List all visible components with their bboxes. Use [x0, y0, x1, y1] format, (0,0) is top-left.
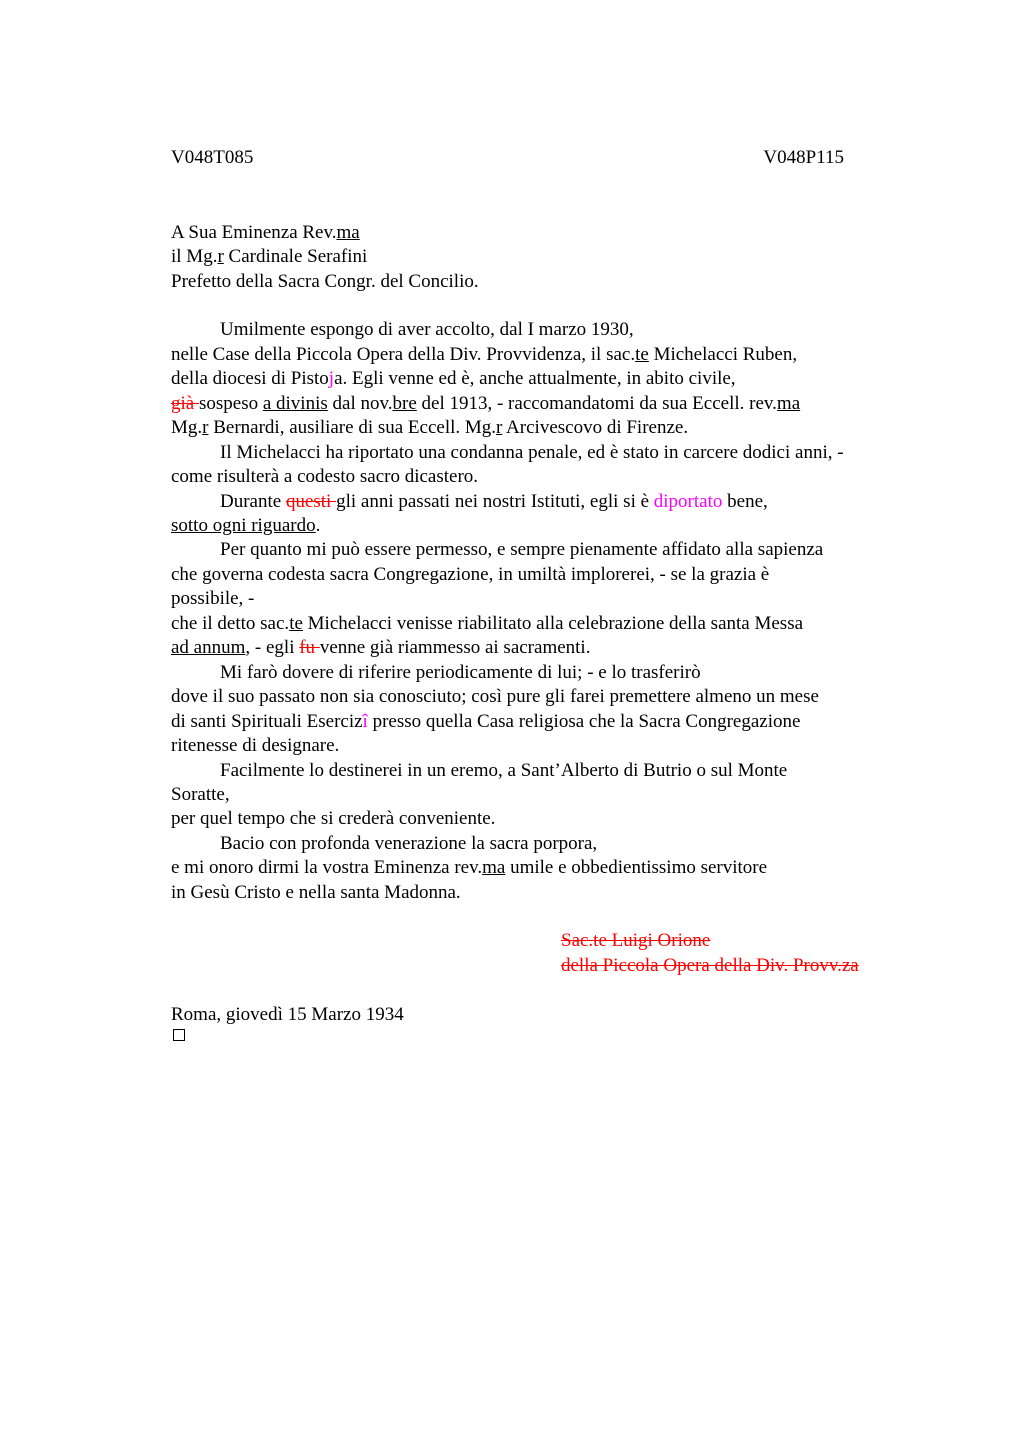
body-line: Facilmente lo destinerei in un eremo, a Sant’Alberto di Butrio o sul Monte: [220, 760, 788, 781]
body-line: di santi Spirituali Esercizî presso quella Casa religiosa che la Sacra Congregazione: [171, 711, 801, 732]
body-line: che governa codesta sacra Congregazione, in umiltà implorerei, - se la grazia è: [171, 564, 770, 585]
address-line-2: il Mg.r Cardinale Serafini: [171, 246, 368, 267]
body-line: Soratte,: [171, 784, 230, 805]
body-line: già sospeso a divinis dal nov.bre del 1913, - raccomandatomi da sua Eccell. rev.ma: [171, 393, 801, 414]
signature-title: della Piccola Opera della Div. Provv.za: [561, 955, 859, 976]
doc-code-right: V048P115: [763, 147, 844, 168]
body-line: e mi onoro dirmi la vostra Eminenza rev.ma umile e obbedientissimo servitore: [171, 857, 768, 878]
body-line: della diocesi di Pistoja. Egli venne ed è, anche attualmente, in abito civile,: [171, 368, 736, 389]
body-line: Durante questi gli anni passati nei nostri Istituti, egli si è diportato bene,: [220, 491, 768, 512]
closing-date: Roma, giovedì 15 Marzo 1934: [171, 1004, 404, 1025]
body-line: in Gesù Cristo e nella santa Madonna.: [171, 882, 461, 903]
body-line: per quel tempo che si crederà conveniente.: [171, 808, 496, 829]
address-line-1: A Sua Eminenza Rev.ma: [171, 222, 360, 243]
body-line: Per quanto mi può essere permesso, e sempre pienamente affidato alla sapienza: [220, 539, 824, 560]
body-line: nelle Case della Piccola Opera della Div. Provvidenza, il sac.te Michelacci Ruben,: [171, 344, 798, 365]
body-line: come risulterà a codesto sacro dicastero.: [171, 466, 479, 487]
deleted-text: già: [171, 393, 199, 414]
address-line-3: Prefetto della Sacra Congr. del Concilio.: [171, 271, 479, 292]
inserted-text: î: [362, 711, 368, 732]
deleted-text: fu: [299, 637, 320, 658]
deleted-text: questi: [285, 491, 337, 512]
inserted-text: j: [328, 368, 335, 389]
body-line: sotto ogni riguardo.: [171, 515, 321, 536]
body-line: Umilmente espongo di aver accolto, dal I marzo 1930,: [220, 319, 634, 340]
body-line: ad annum, - egli fu venne già riammesso ai sacramenti.: [171, 637, 591, 658]
doc-code-left: V048T085: [171, 147, 254, 168]
body-line: Il Michelacci ha riportato una condanna penale, ed è stato in carcere dodici anni, -: [220, 442, 844, 463]
body-line: Mg.r Bernardi, ausiliare di sua Eccell. Mg.r Arcivescovo di Firenze.: [171, 417, 689, 438]
body-line: dove il suo passato non sia conosciuto; così pure gli farei premettere almeno un mese: [171, 686, 819, 707]
body-line: Bacio con profonda venerazione la sacra porpora,: [220, 833, 598, 854]
body-line: ritenesse di designare.: [171, 735, 340, 756]
checkbox-square-icon: [173, 1029, 185, 1041]
signature-name: Sac.te Luigi Orione: [561, 930, 711, 951]
inserted-text: diportato: [653, 491, 723, 512]
body-line: che il detto sac.te Michelacci venisse riabilitato alla celebrazione della santa Messa: [171, 613, 804, 634]
body-line: Mi farò dovere di riferire periodicamente di lui; - e lo trasferirò: [220, 662, 701, 683]
body-line: possibile, -: [171, 588, 255, 609]
